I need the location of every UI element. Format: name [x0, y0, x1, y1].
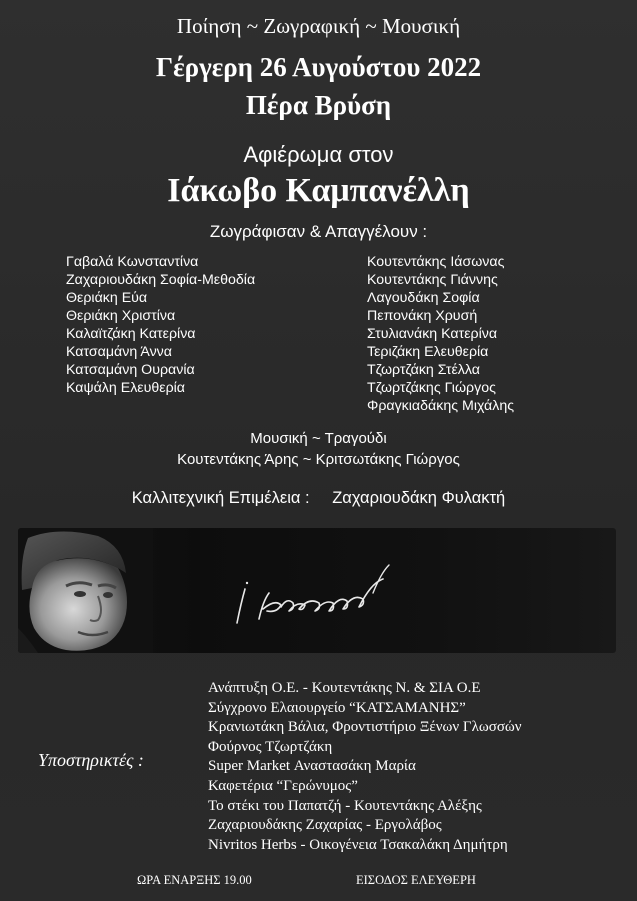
- photo-band: [18, 528, 616, 653]
- list-item: Θεριάκη Χριστίνα: [66, 308, 176, 324]
- list-item: Κατσαμάνη Ουρανία: [66, 362, 195, 378]
- list-item: Πεπονάκη Χρυσή: [367, 308, 478, 324]
- portrait-photo: [18, 528, 153, 653]
- list-item: Καψάλη Ελευθερία: [66, 380, 186, 396]
- curator-name: Ζαχαριουδάκη Φυλακτή: [332, 489, 506, 507]
- list-item: Λαγουδάκη Σοφία: [367, 290, 480, 306]
- list-item: Κουτεντάκης Ιάσωνας: [367, 254, 505, 270]
- sponsors-list: [208, 679, 522, 855]
- list-item: Κρανιωτάκη Βάλια, Φροντιστήριο Ξένων Γλωσσών: [208, 719, 522, 736]
- list-item: Καλαϊτζάκη Κατερίνα: [66, 326, 196, 342]
- honoree-name: Ιάκωβο Καμπανέλλη: [167, 172, 470, 209]
- list-item: Κατσαμάνη Άννα: [66, 344, 172, 360]
- list-item: Στυλιανάκη Κατερίνα: [367, 326, 498, 342]
- curator-line: [0, 489, 637, 508]
- list-item: Φραγκιαδάκης Μιχάλης: [367, 398, 515, 414]
- list-item: Το στέκι του Παπατζή - Κουτεντάκης Αλέξης: [208, 797, 482, 814]
- tribute-line: Αφιέρωμα στον: [243, 142, 394, 167]
- start-time: ΩΡΑ ΕΝΑΡΞΗΣ 19.00: [137, 873, 252, 887]
- list-item: Γαβαλά Κωνσταντίνα: [66, 254, 199, 270]
- list-item: Super Market Αναστασάκη Μαρία: [208, 758, 416, 775]
- signature-icon: [223, 553, 423, 633]
- music-title: Μουσική ~ Τραγούδι: [250, 430, 387, 447]
- list-item: Κουτεντάκης Γιάννης: [367, 272, 498, 288]
- curator-label: Καλλιτεχνική Επιμέλεια :: [131, 489, 310, 507]
- music-performers: Κουτεντάκης Άρης ~ Κριτσωτάκης Γιώργος: [177, 451, 460, 468]
- event-date: Γέργερη 26 Αυγούστου 2022: [155, 52, 482, 82]
- list-item: Καφετέρια “Γερώνυμος”: [208, 777, 358, 794]
- list-item: Φούρνος Τζωρτζάκη: [208, 738, 333, 755]
- list-item: Θεριάκη Εύα: [66, 290, 148, 306]
- event-place: Πέρα Βρύση: [245, 90, 392, 120]
- participants-left-list: [66, 253, 255, 397]
- list-item: Nivritos Herbs - Οικογένεια Τσακαλάκη Δημήτρη: [208, 836, 508, 853]
- list-item: Τεριζάκη Ελευθερία: [367, 344, 489, 360]
- entry-info: ΕΙΣΟΔΟΣ ΕΛΕΥΘΕΡΗ: [356, 873, 476, 887]
- list-item: Ζαχαριουδάκης Ζαχαρίας - Εργολάβος: [208, 817, 442, 834]
- list-item: Ανάπτυξη Ο.Ε. - Κουτεντάκης Ν. & ΣΙΑ Ο.Ε: [208, 680, 481, 696]
- list-item: Ζαχαριουδάκη Σοφία-Μεθοδία: [66, 272, 256, 288]
- tagline: Ποίηση ~ Ζωγραφική ~ Μουσική: [176, 14, 461, 38]
- list-item: Τζωρτζάκης Γιώργος: [367, 380, 496, 396]
- list-item: Σύγχρονο Ελαιουργείο “ΚΑΤΣΑΜΑΝΗΣ”: [208, 699, 466, 716]
- sponsors-label: Υποστηρικτές :: [38, 750, 144, 770]
- participants-right-list: [367, 253, 514, 415]
- participants-title: Ζωγράφισαν & Απαγγέλουν :: [209, 222, 428, 241]
- list-item: Τζωρτζάκη Στέλλα: [367, 362, 480, 378]
